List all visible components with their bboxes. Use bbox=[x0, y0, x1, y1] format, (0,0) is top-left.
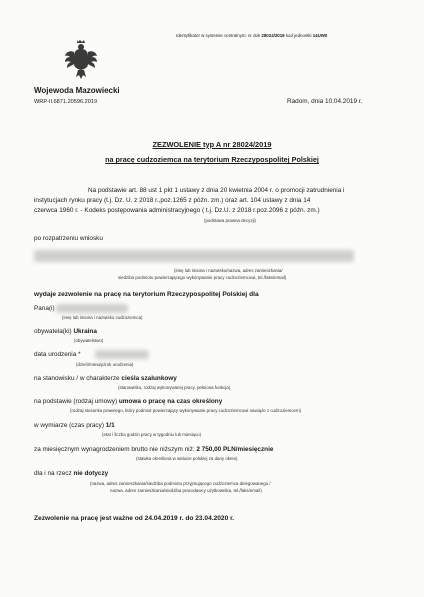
contract-basis-caption: (rodzaj stosunku prawnego, który podmiot powierzający wykonywanie pracy cudzoziemcowi nawiąże z cudzoziemcem) bbox=[70, 408, 302, 413]
host-entity-caption-2: nazwa, adres zamieszkania/siedziba pracodawcy użytkownika, tel./faks/email) bbox=[110, 488, 262, 493]
redacted-birth-date bbox=[95, 350, 149, 359]
permit-title: ZEZWOLENIE typ A nr 28024/2019 bbox=[152, 140, 272, 149]
place-and-date: Radom, dnia 10.04.2019 r. bbox=[287, 98, 363, 105]
legal-basis-caption: (podstawa prawna decyzji) bbox=[204, 218, 256, 223]
position-caption: (stanowisko, rodzaj wykonywanej pracy, pełniona funkcja) bbox=[118, 385, 231, 390]
salary-row: za miesięcznym wynagrodzeniem brutto nie niższym niż: 2 750,00 PLN/miesięcznie bbox=[34, 446, 274, 453]
birth-date-caption: (dzień/miesiąc/rok urodzenia) bbox=[76, 362, 134, 367]
application-intro: po rozpatrzeniu wniosku bbox=[34, 235, 103, 242]
validity-statement: Zezwolenie na pracę jest ważne od 24.04.2019 r. do 23.04.2020 r. bbox=[34, 515, 235, 522]
system-identifier: Identyfikator w systemie centralnym: nr dok 28024/2019 kod jednostki 14UW0 bbox=[176, 33, 328, 38]
host-entity-row: dla i na rzecz nie dotyczy bbox=[34, 470, 109, 477]
redacted-applicant bbox=[34, 250, 354, 262]
legal-basis-line-1: Na podstawie art. 88 ust 1 pkt 1 ustawy z dnia 20 kwietnia 2004 r. o promocji zatrudnienia i bbox=[88, 187, 345, 194]
host-entity-caption-1: (nazwa, adres zamieszkania/siedziba podmiotu przyjmującego cudzoziemca delegowanego / bbox=[90, 481, 271, 486]
working-hours-row: w wymiarze (czas pracy) 1/1 bbox=[34, 422, 115, 429]
contract-basis-row: na podstawie (rodzaj umowy) umowa o pracę na czas określony bbox=[34, 398, 223, 405]
position-row: na stanowisku / w charakterze cieśla szalunkowy bbox=[34, 375, 177, 382]
foreigner-name-label: Pana(i) bbox=[34, 305, 55, 312]
applicant-caption-2: siedziba podmiotu powierzającego wykonywanie pracy cudzoziemcowi, tel./faks/email) bbox=[118, 275, 287, 280]
birth-date-label: data urodzenia * bbox=[34, 351, 81, 358]
decision-statement: wydaje zezwolenie na pracę na terytorium Rzeczypospolitej Polskiej dla bbox=[34, 291, 259, 298]
applicant-caption-1: (imię lub imiona i nazwisko/nazwa, adres zamieszkania/ bbox=[174, 268, 283, 273]
salary-caption: (stawka określona w walucie polskiej za dany okres) bbox=[136, 456, 238, 461]
legal-basis-line-3: czerwca 1960 r. - Kodeks postępowania administracyjnego ( t.j. Dz.U. z 2018 r.poz.2096 z późn. zm.) bbox=[34, 207, 320, 214]
permit-subtitle: na pracę cudzoziemca na terytorium Rzeczypospolitej Polskiej bbox=[105, 155, 319, 164]
citizenship-row: obywatela(ki) Ukraina bbox=[34, 328, 97, 335]
polish-eagle-emblem-icon bbox=[64, 40, 98, 80]
issuing-authority: Wojewoda Mazowiecki bbox=[34, 86, 120, 95]
redacted-foreigner-name bbox=[56, 304, 128, 313]
legal-basis-line-2: instytucjach rynku pracy (t.j. Dz. U. z 2018 r.,poz.1265 z późn. zm.) oraz art. 104 ustawy z dnia 14 bbox=[34, 197, 311, 204]
working-hours-caption: (etat / liczba godzin pracy w tygodniu lub miesiącu) bbox=[102, 432, 202, 437]
foreigner-name-caption: (imię lub imiona i nazwisko cudzoziemca) bbox=[62, 315, 143, 320]
citizenship-caption: (obywatelstwo) bbox=[74, 338, 104, 343]
case-reference: WRP-II.6871.20596.2019 bbox=[34, 99, 98, 105]
